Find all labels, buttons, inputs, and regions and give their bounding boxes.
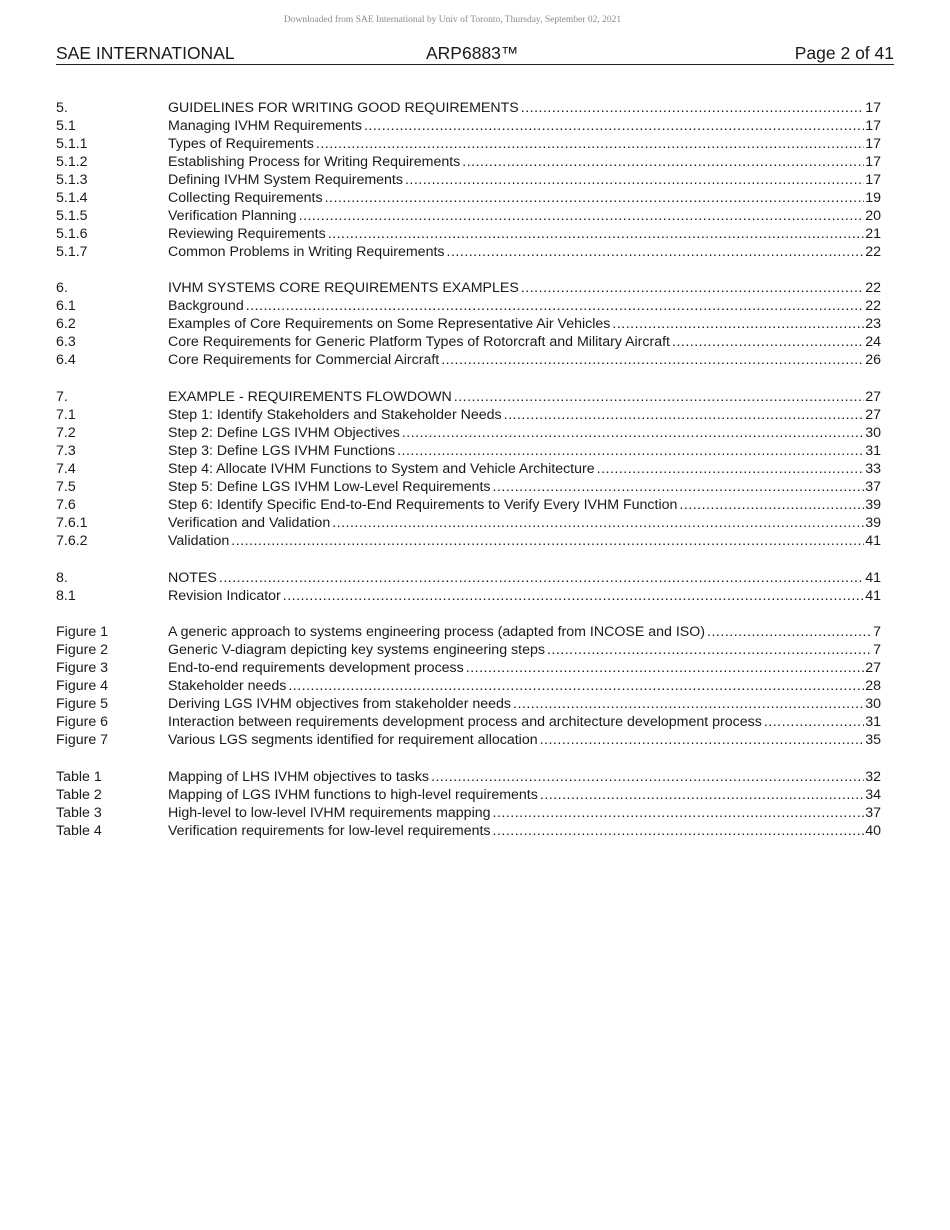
toc-entry[interactable] [56, 823, 881, 841]
toc-entry[interactable] [56, 352, 881, 370]
toc-entry[interactable] [56, 298, 881, 316]
toc-entry-page: 22 [865, 298, 881, 315]
toc-dot-leader [447, 244, 865, 262]
download-watermark: Downloaded from SAE International by Univ of Toronto, Thursday, September 02, 2021 [283, 15, 622, 25]
toc-entry-page: 24 [865, 334, 881, 351]
toc-entry-page: 30 [865, 425, 881, 441]
toc-entry[interactable] [56, 244, 881, 262]
toc-dot-leader [597, 461, 865, 479]
toc-entry-number: 5. [56, 100, 68, 116]
toc-dot-leader [431, 769, 864, 787]
toc-entry-page: 32 [865, 769, 881, 785]
toc-entry-page: 41 [865, 569, 881, 586]
toc-entry-number: Figure 6 [56, 714, 109, 731]
toc-dot-leader [332, 515, 864, 533]
toc-entry[interactable] [56, 769, 881, 787]
toc-section [56, 389, 881, 550]
toc-entry-number: Table 1 [56, 769, 102, 785]
toc-entry[interactable] [56, 407, 881, 425]
toc-entry[interactable] [56, 570, 881, 588]
toc-entry[interactable] [56, 461, 881, 479]
toc-entry-number: 7.6.2 [56, 532, 88, 549]
toc-entry[interactable] [56, 497, 881, 515]
toc-dot-leader [521, 100, 864, 118]
toc-entry-page: 37 [865, 478, 881, 495]
toc-entry-number: Figure 1 [56, 624, 109, 641]
toc-dot-leader [402, 425, 864, 443]
toc-entry-page: 17 [865, 100, 881, 116]
toc-entry-number: Figure 5 [56, 696, 109, 713]
toc-dot-leader [540, 787, 864, 805]
toc-entry-page: 17 [865, 117, 881, 134]
toc-entry[interactable] [56, 515, 881, 533]
toc-entry[interactable] [56, 316, 881, 334]
toc-entry-title: Various LGS segments identified for requirement allocation [168, 732, 538, 749]
toc-entry-title: Step 1: Identify Stakeholders and Stakeholder Needs [168, 407, 502, 424]
toc-entry-page: 39 [865, 514, 881, 531]
toc-entry-page: 7 [873, 624, 881, 641]
toc-dot-leader [325, 190, 865, 208]
toc-entry-number: 5.1 [56, 117, 76, 134]
toc-section [56, 769, 881, 841]
toc-entry-page: 37 [865, 804, 881, 821]
toc-entry-number: 5.1.5 [56, 207, 88, 224]
toc-entry[interactable] [56, 334, 881, 352]
toc-entry[interactable] [56, 479, 881, 497]
toc-entry[interactable] [56, 154, 881, 172]
toc-entry-page: 33 [865, 460, 881, 477]
toc-entry-page: 23 [865, 316, 881, 333]
toc-entry-title: Generic V-diagram depicting key systems engineering steps [168, 642, 545, 659]
toc-entry-page: 40 [865, 822, 881, 839]
toc-dot-leader [299, 208, 865, 226]
toc-entry-number: Figure 4 [56, 678, 109, 695]
toc-dot-leader [540, 732, 865, 750]
toc-entry-page: 30 [865, 696, 881, 713]
toc-entry-title: Mapping of LGS IVHM functions to high-level requirements [168, 786, 538, 803]
toc-entry-title: Core Requirements for Generic Platform Types of Rotorcraft and Military Aircraft [168, 334, 670, 351]
toc-dot-leader [764, 714, 864, 732]
toc-dot-leader [504, 407, 865, 425]
toc-dot-leader [454, 389, 864, 407]
toc-entry-title: GUIDELINES FOR WRITING GOOD REQUIREMENTS [168, 100, 519, 116]
toc-entry-page: 22 [865, 243, 881, 260]
toc-entry-number: Table 3 [56, 804, 102, 821]
table-of-contents [56, 100, 881, 860]
toc-dot-leader [513, 696, 864, 714]
toc-entry[interactable] [56, 443, 881, 461]
toc-entry-title: Core Requirements for Commercial Aircraft [168, 352, 440, 369]
toc-entry-title: NOTES [168, 569, 217, 586]
toc-entry-page: 21 [865, 225, 881, 242]
toc-entry-title: Stakeholder needs [168, 678, 287, 695]
toc-entry-number: 7.2 [56, 425, 76, 441]
toc-dot-leader [316, 136, 864, 154]
toc-entry[interactable] [56, 100, 881, 118]
toc-entry[interactable] [56, 624, 881, 642]
toc-entry-page: 41 [865, 532, 881, 549]
toc-entry-page: 19 [865, 189, 881, 206]
toc-entry-number: 7.3 [56, 442, 76, 459]
toc-entry-title: Step 5: Define LGS IVHM Low-Level Requirements [168, 478, 491, 495]
toc-entry-number: 5.1.1 [56, 135, 88, 152]
toc-dot-leader [466, 660, 864, 678]
toc-entry[interactable] [56, 696, 881, 714]
toc-dot-leader [462, 154, 864, 172]
toc-section [56, 570, 881, 606]
toc-entry-title: Revision Indicator [168, 587, 281, 604]
toc-dot-leader [397, 443, 864, 461]
toc-entry-page: 17 [865, 171, 881, 188]
toc-entry[interactable] [56, 389, 881, 407]
toc-entry-page: 27 [865, 660, 881, 677]
toc-entry[interactable] [56, 732, 881, 750]
toc-entry-number: Figure 2 [56, 642, 109, 659]
toc-entry-number: Figure 7 [56, 732, 109, 749]
toc-dot-leader [672, 334, 864, 352]
toc-entry-number: Table 2 [56, 786, 102, 803]
header-page-number: Page 2 of 41 [794, 43, 894, 63]
toc-entry-title: Collecting Requirements [168, 189, 323, 206]
toc-entry-title: Verification Planning [168, 207, 297, 224]
toc-entry[interactable] [56, 533, 881, 551]
toc-section [56, 624, 881, 750]
toc-dot-leader [493, 479, 865, 497]
toc-dot-leader [707, 624, 872, 642]
toc-entry-number: 7.6 [56, 496, 76, 513]
toc-dot-leader [283, 588, 864, 606]
toc-entry-number: 8. [56, 569, 68, 586]
toc-entry[interactable] [56, 660, 881, 678]
toc-entry-title: Reviewing Requirements [168, 225, 326, 242]
toc-entry-number: 6. [56, 280, 68, 297]
toc-entry-page: 34 [865, 786, 881, 803]
toc-entry-title: Mapping of LHS IVHM objectives to tasks [168, 769, 430, 785]
toc-entry-number: 5.1.3 [56, 171, 88, 188]
toc-entry-title: A generic approach to systems engineering process (adapted from INCOSE and ISO) [168, 624, 706, 641]
toc-entry-page: 17 [865, 135, 881, 152]
toc-entry[interactable] [56, 280, 881, 298]
toc-entry-page: 41 [865, 587, 881, 604]
toc-dot-leader [246, 298, 865, 316]
toc-entry-number: 7. [56, 389, 68, 406]
toc-entry-title: IVHM SYSTEMS CORE REQUIREMENTS EXAMPLES [168, 280, 519, 297]
toc-entry-number: 7.4 [56, 460, 76, 477]
toc-entry[interactable] [56, 226, 881, 244]
toc-dot-leader [521, 280, 864, 298]
toc-dot-leader [441, 352, 864, 370]
toc-entry-title: Step 2: Define LGS IVHM Objectives [168, 425, 400, 441]
toc-entry-page: 28 [865, 678, 881, 695]
toc-entry-title: Types of Requirements [168, 135, 314, 152]
toc-entry-title: Step 3: Define LGS IVHM Functions [168, 442, 396, 459]
toc-entry-number: 6.4 [56, 352, 76, 369]
toc-section [56, 280, 881, 370]
toc-entry-number: 5.1.7 [56, 243, 88, 260]
toc-entry-page: 7 [873, 642, 881, 659]
toc-entry-number: 5.1.4 [56, 189, 88, 206]
toc-entry[interactable] [56, 678, 881, 696]
toc-entry-number: 6.3 [56, 334, 76, 351]
toc-entry-number: 5.1.2 [56, 153, 88, 170]
toc-entry-title: Examples of Core Requirements on Some Representative Air Vehicles [168, 316, 611, 333]
toc-entry-title: Common Problems in Writing Requirements [168, 243, 445, 260]
toc-entry-number: 8.1 [56, 587, 76, 604]
toc-entry-page: 17 [865, 153, 881, 170]
toc-entry-number: 6.1 [56, 298, 76, 315]
toc-entry-number: Table 4 [56, 822, 102, 839]
toc-entry[interactable] [56, 208, 881, 226]
toc-entry-page: 35 [865, 732, 881, 749]
toc-entry-title: Validation [168, 532, 230, 549]
toc-entry-number: 7.6.1 [56, 514, 88, 531]
toc-entry[interactable] [56, 118, 881, 136]
toc-entry-title: Deriving LGS IVHM objectives from stakeholder needs [168, 696, 512, 713]
toc-dot-leader [288, 678, 864, 696]
toc-dot-leader [612, 316, 864, 334]
toc-entry-title: High-level to low-level IVHM requirements mapping [168, 804, 491, 821]
toc-entry-title: Defining IVHM System Requirements [168, 171, 403, 188]
toc-entry[interactable] [56, 805, 881, 823]
toc-entry[interactable] [56, 714, 881, 732]
toc-entry[interactable] [56, 172, 881, 190]
toc-entry[interactable] [56, 190, 881, 208]
toc-entry-title: Step 4: Allocate IVHM Functions to System and Vehicle Architecture [168, 460, 595, 477]
header-org: SAE INTERNATIONAL [56, 43, 235, 63]
toc-entry-title: Verification requirements for low-level requirements [168, 822, 491, 839]
toc-entry-page: 31 [865, 714, 881, 731]
toc-entry-number: 7.5 [56, 478, 76, 495]
toc-entry[interactable] [56, 787, 881, 805]
toc-dot-leader [405, 172, 864, 190]
toc-entry[interactable] [56, 642, 881, 660]
toc-entry-number: 6.2 [56, 316, 76, 333]
toc-entry-number: 7.1 [56, 407, 76, 424]
toc-entry-page: 27 [865, 407, 881, 424]
toc-entry-title: EXAMPLE - REQUIREMENTS FLOWDOWN [168, 389, 452, 406]
toc-entry-title: Managing IVHM Requirements [168, 117, 362, 134]
toc-dot-leader [364, 118, 864, 136]
toc-entry-title: End-to-end requirements development process [168, 660, 464, 677]
toc-entry-title: Verification and Validation [168, 514, 331, 531]
toc-dot-leader [219, 570, 864, 588]
toc-entry-number: 5.1.6 [56, 225, 88, 242]
toc-entry-page: 39 [865, 496, 881, 513]
toc-entry-page: 20 [865, 207, 881, 224]
toc-entry-title: Background [168, 298, 244, 315]
toc-entry-title: Interaction between requirements development process and architecture development process [168, 714, 762, 731]
toc-entry[interactable] [56, 136, 881, 154]
toc-entry-page: 27 [865, 389, 881, 406]
toc-entry-page: 31 [865, 442, 881, 459]
toc-entry-page: 26 [865, 352, 881, 369]
toc-entry-number: Figure 3 [56, 660, 109, 677]
toc-dot-leader [547, 642, 872, 660]
toc-dot-leader [231, 533, 864, 551]
toc-entry[interactable] [56, 588, 881, 606]
toc-entry[interactable] [56, 425, 881, 443]
toc-dot-leader [493, 823, 865, 841]
toc-dot-leader [328, 226, 865, 244]
toc-entry-page: 22 [865, 280, 881, 297]
toc-entry-title: Step 6: Identify Specific End-to-End Requirements to Verify Every IVHM Function [168, 496, 678, 513]
toc-section [56, 100, 881, 261]
toc-entry-title: Establishing Process for Writing Requirements [168, 153, 461, 170]
page-header [56, 43, 894, 65]
toc-dot-leader [679, 497, 864, 515]
toc-dot-leader [493, 805, 865, 823]
header-doc-id: ARP6883™ [426, 43, 519, 63]
